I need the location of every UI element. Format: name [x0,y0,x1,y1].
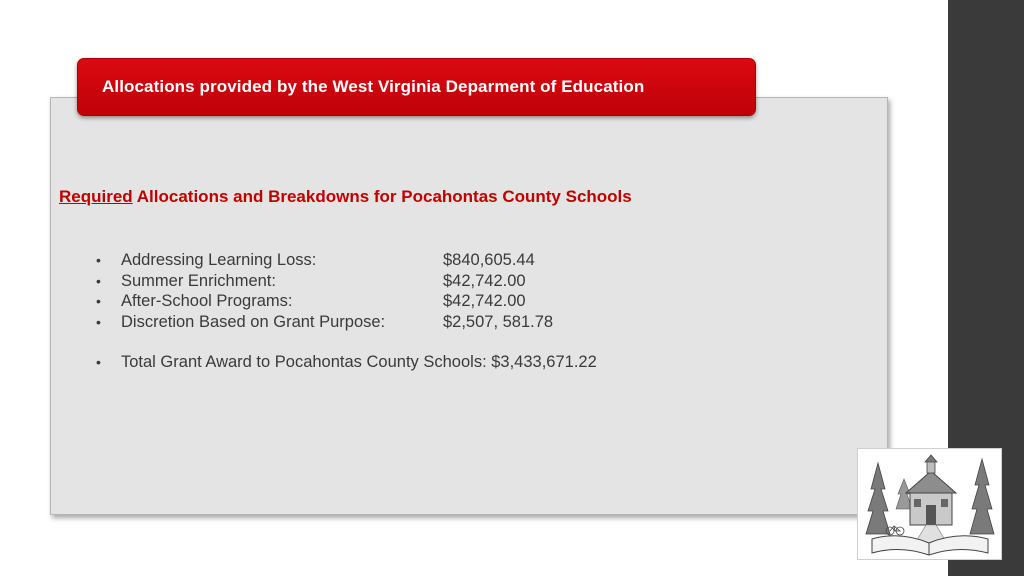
bullet-icon: • [96,293,101,309]
heading-text: Allocations and Breakdowns for Pocahontas County Schools [132,187,632,206]
bullet-icon: • [96,272,101,289]
total-text: Total Grant Award to Pocahontas County Schools: $3,433,671.22 [121,353,597,371]
item-label: Addressing Learning Loss: [121,251,317,269]
item-label: Summer Enrichment: [121,271,276,290]
slide-title: Allocations provided by the West Virginia Deparment of Education [102,77,645,96]
item-value: $2,507, 581.78 [443,312,554,331]
heading-emphasis: Required [59,187,133,206]
schoolhouse-logo [857,448,1002,560]
title-banner [77,58,756,116]
item-value: $42,742.00 [443,292,526,310]
item-value: $42,742.00 [443,271,526,290]
bullet-icon: • [96,354,101,370]
item-label: After-School Programs: [121,292,293,310]
schoolhouse-illustration [858,449,1001,559]
bullet-icon: • [96,252,101,268]
item-value: $840,605.44 [443,251,535,269]
item-label: Discretion Based on Grant Purpose: [121,312,386,331]
section-heading [59,187,632,207]
bullet-icon: • [96,313,101,330]
